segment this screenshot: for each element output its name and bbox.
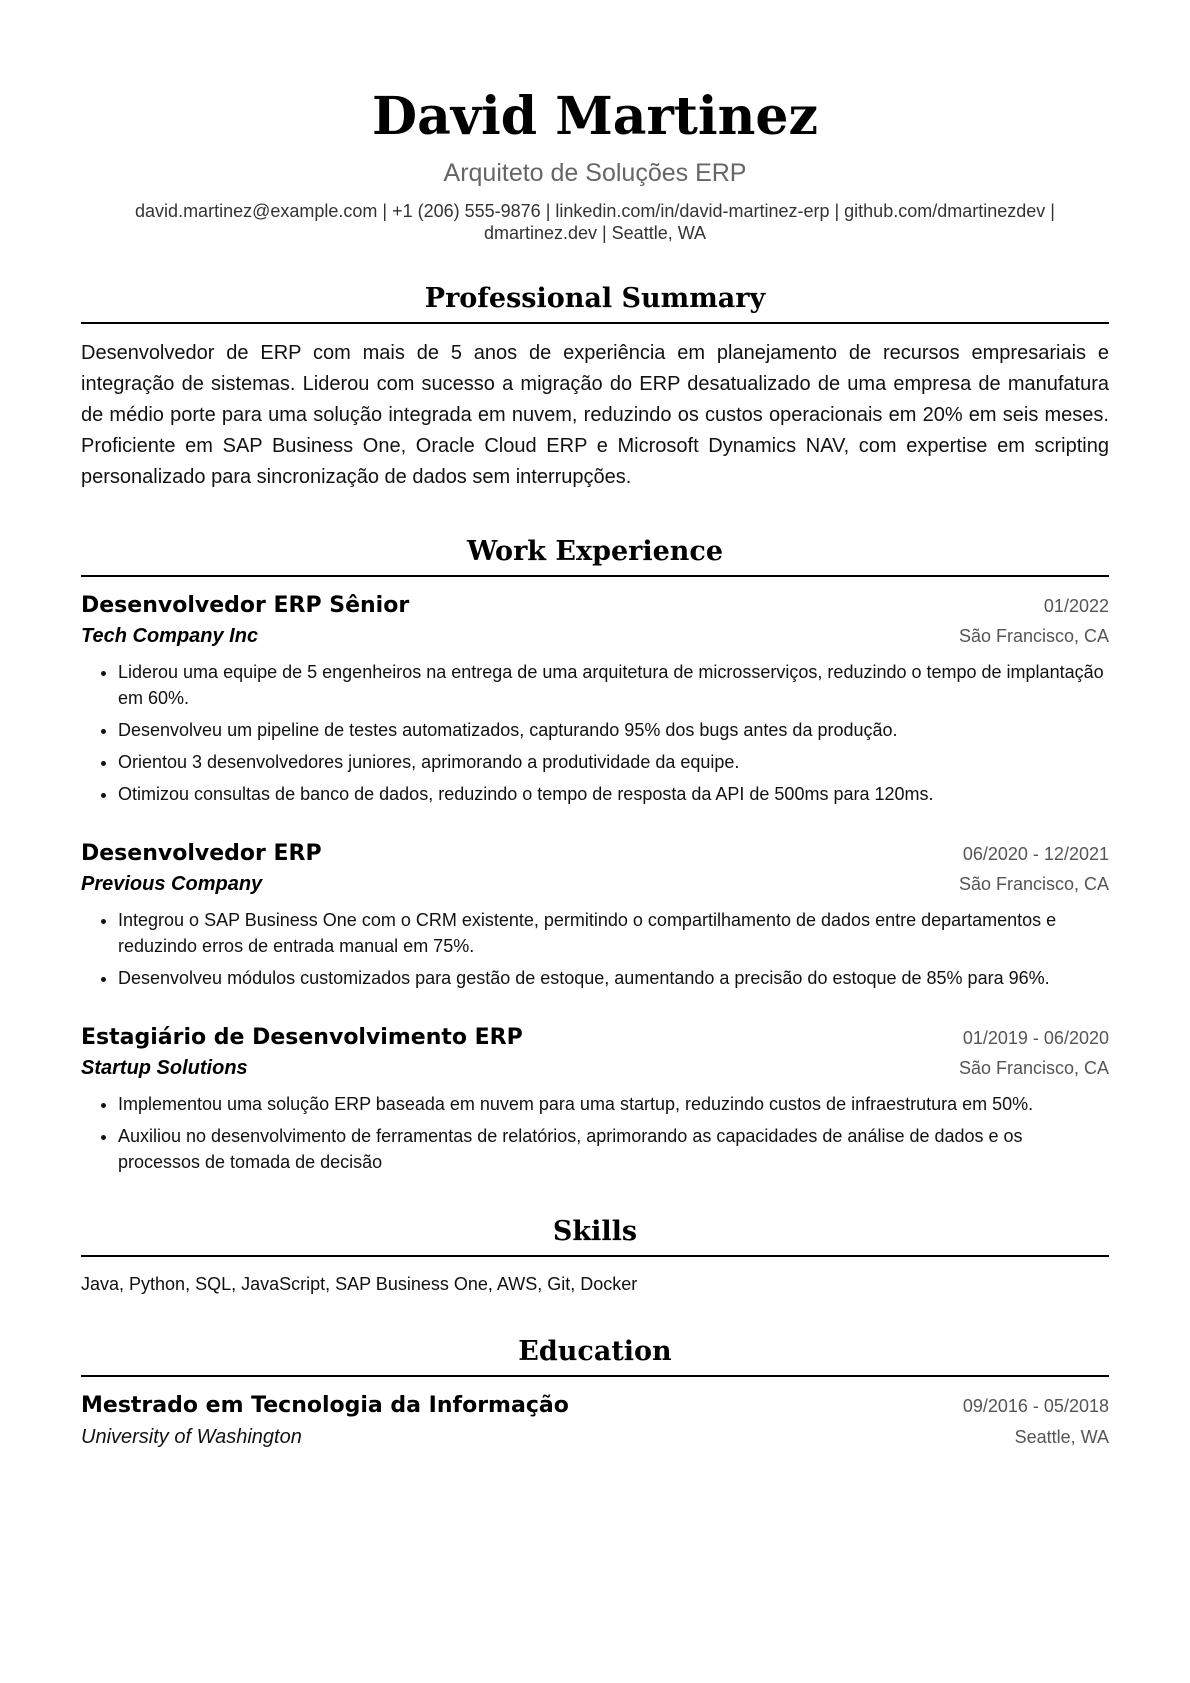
job-location: São Francisco, CA (958, 874, 1109, 894)
job-entry (81, 591, 1109, 807)
job-bullet: • Desenvolveu módulos customizados para gestão de estoque, aumentando a precisão do estoque de 85% para 96%. (118, 965, 1109, 991)
contact-line-1: david.martinez@example.com | +1 (206) 555-9876 | linkedin.com/in/david-martinez-erp | github.com/dmartinezdev | (135, 201, 1055, 221)
job-date: 01/2019 - 06/2020 (962, 1028, 1109, 1048)
job-bullet: • Liderou uma equipe de 5 engenheiros na entrega de uma arquitetura de microsserviços, reduzindo o tempo de implantação em 60%. (118, 659, 1109, 711)
summary-text: Desenvolvedor de ERP com mais de 5 anos de experiência em planejamento de recursos empresariais e integração de sistemas. Liderou com sucesso a migração do ERP desatualizado de uma empresa de manufatura de médio porte para uma solução integrada em nuvem, reduzindo os custos operacionais em 20% em seis meses. Proficiente em SAP Business One, Oracle Cloud ERP e Microsoft Dynamics NAV, com expertise em scripting personalizado para sincronização de dados sem interrupções. (81, 342, 1109, 488)
job-company-row (81, 1053, 1109, 1083)
education-date: 09/2016 - 05/2018 (962, 1396, 1109, 1416)
experience-heading: Work Experience (81, 535, 1109, 577)
job-bullets (81, 1091, 1109, 1175)
education-degree: Mestrado em Tecnologia da Informação (81, 1393, 569, 1418)
job-bullet: • Orientou 3 desenvolvedores juniores, aprimorando a produtividade da equipe. (118, 749, 1109, 775)
experience-section (81, 535, 1109, 1175)
job-bullet: • Otimizou consultas de banco de dados, reduzindo o tempo de resposta da API de 500ms para 120ms. (118, 781, 1109, 807)
job-bullet: • Desenvolveu um pipeline de testes automatizados, capturando 95% dos bugs antes da produção. (118, 717, 1109, 743)
job-title-row (81, 839, 1109, 869)
job-bullet: • Auxiliou no desenvolvimento de ferramentas de relatórios, aprimorando as capacidades de análise de dados e os processos de tomada de decisão (118, 1123, 1109, 1175)
job-bullet: • Integrou o SAP Business One com o CRM existente, permitindo o compartilhamento de dados entre departamentos e reduzindo erros de entrada manual em 75%. (118, 907, 1109, 959)
job-title: Estagiário de Desenvolvimento ERP (81, 1025, 523, 1050)
education-school-row (81, 1421, 1109, 1453)
job-title: Desenvolvedor ERP Sênior (81, 593, 410, 618)
skills-section (81, 1215, 1109, 1297)
job-company: Startup Solutions (81, 1057, 248, 1079)
skills-list: Java, Python, SQL, JavaScript, SAP Business One, AWS, Git, Docker (81, 1274, 638, 1294)
job-bullet: • Implementou uma solução ERP baseada em nuvem para uma startup, reduzindo custos de infraestrutura em 50%. (118, 1091, 1109, 1117)
skills-heading: Skills (81, 1215, 1109, 1257)
education-heading: Education (81, 1335, 1109, 1377)
job-location: São Francisco, CA (958, 1058, 1109, 1078)
candidate-name: David Martinez (371, 86, 819, 147)
education-entry (81, 1391, 1109, 1453)
job-bullets (81, 907, 1109, 991)
contact-info (81, 200, 1109, 244)
candidate-title: Arquiteto de Soluções ERP (443, 159, 747, 187)
job-entry (81, 839, 1109, 991)
job-title-row (81, 591, 1109, 621)
job-bullets (81, 659, 1109, 807)
job-entry (81, 1023, 1109, 1175)
education-school: University of Washington (81, 1426, 302, 1448)
job-company-row (81, 621, 1109, 651)
job-company: Tech Company Inc (81, 625, 259, 647)
job-title: Desenvolvedor ERP (81, 841, 322, 866)
job-date: 06/2020 - 12/2021 (962, 844, 1109, 864)
job-location: São Francisco, CA (958, 626, 1109, 646)
resume-header (81, 0, 1109, 244)
education-section (81, 1335, 1109, 1453)
job-title-row (81, 1023, 1109, 1053)
job-company-row (81, 869, 1109, 899)
job-date: 01/2022 (1043, 596, 1109, 616)
education-degree-row (81, 1391, 1109, 1421)
education-location: Seattle, WA (1014, 1427, 1109, 1447)
contact-line-2: dmartinez.dev | Seattle, WA (483, 223, 707, 243)
summary-section (81, 282, 1109, 493)
summary-heading: Professional Summary (81, 282, 1109, 324)
job-company: Previous Company (81, 873, 263, 895)
